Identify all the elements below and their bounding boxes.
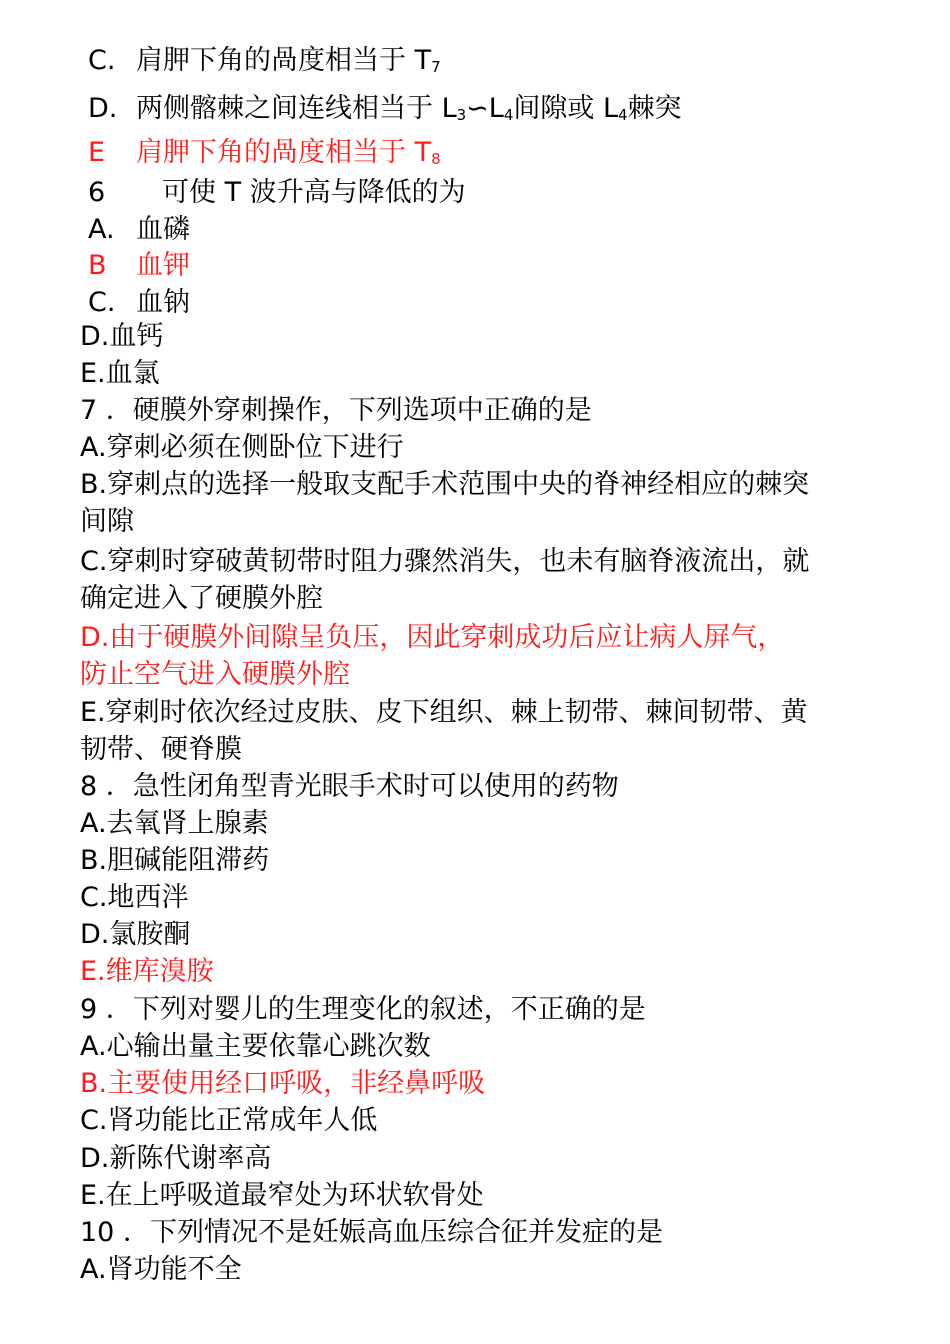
q7-option-b-line1: B.穿刺点的选择一般取支配手术范围中央的脊神经相应的棘突 bbox=[80, 469, 810, 500]
q9-option-d: D.新陈代谢率高 bbox=[80, 1143, 272, 1174]
q8-option-e-answer: E.维库溴胺 bbox=[80, 956, 214, 987]
q5-option-e-answer: E 肩胛下角的咼度相当于 $T_8$ bbox=[88, 137, 441, 168]
q9-option-a: A.心输出量主要依靠心跳次数 bbox=[80, 1031, 431, 1062]
q7-option-e-line2: 韧带、硬脊膜 bbox=[80, 734, 242, 765]
q7-stem: 7 ．硬膜外穿刺操作，下列选项中正确的是 bbox=[80, 395, 592, 426]
q5-option-d: D. 两侧髂棘之间连线相当于 $L_3∽L_4$间隙或 $L_4$棘突 bbox=[88, 93, 682, 124]
q9-stem: 9 ．下列对婴儿的生理变化的叙述，不正确的是 bbox=[80, 994, 646, 1025]
q7-option-c-line2: 确定进入了硬膜外腔 bbox=[80, 583, 323, 614]
q7-option-c-line1: C.穿刺时穿破黄韧带时阻力骤然消失，也未有脑脊液流出，就 bbox=[80, 546, 810, 577]
q8-option-c: C.地西泮 bbox=[80, 882, 189, 913]
q7-option-a: A.穿刺必须在侧卧位下进行 bbox=[80, 432, 404, 463]
q5-option-c: C. 肩胛下角的咼度相当于 $T_7$ bbox=[88, 45, 441, 76]
q7-option-d-answer-line2: 防止空气进入硬膜外腔 bbox=[80, 659, 350, 690]
q8-option-d: D.氯胺酮 bbox=[80, 919, 191, 950]
q9-option-b-answer: B.主要使用经口呼吸，非经鼻呼吸 bbox=[80, 1068, 486, 1099]
q6-option-b-answer: B 血钾 bbox=[88, 250, 190, 281]
q7-option-d-answer-line1: D.由于硬膜外间隙呈负压，因此穿刺成功后应让病人屏气， bbox=[80, 622, 785, 653]
q8-stem: 8 ．急性闭角型青光眼手术时可以使用的药物 bbox=[80, 771, 619, 802]
q10-option-a: A.肾功能不全 bbox=[80, 1254, 242, 1285]
q8-option-b: B.胆碱能阻滞药 bbox=[80, 845, 270, 876]
q6-option-d: D.血钙 bbox=[80, 321, 164, 352]
q10-stem: 10 ．下列情况不是妊娠高血压综合征并发症的是 bbox=[80, 1217, 663, 1248]
q6-stem: 6 可使 T 波升高与降低的为 bbox=[88, 177, 466, 208]
q7-option-b-line2: 间隙 bbox=[80, 506, 134, 537]
q9-option-c: C.肾功能比正常成年人低 bbox=[80, 1105, 378, 1136]
q6-option-c: C. 血钠 bbox=[88, 287, 190, 318]
q6-option-a: A. 血磷 bbox=[88, 214, 190, 245]
q8-option-a: A.去氧肾上腺素 bbox=[80, 808, 269, 839]
q9-option-e: E.在上呼吸道最窄处为环状软骨处 bbox=[80, 1180, 484, 1211]
q6-option-e: E.血氯 bbox=[80, 358, 160, 389]
q7-option-e-line1: E.穿刺时依次经过皮肤、皮下组织、棘上韧带、棘间韧带、黄 bbox=[80, 697, 808, 728]
